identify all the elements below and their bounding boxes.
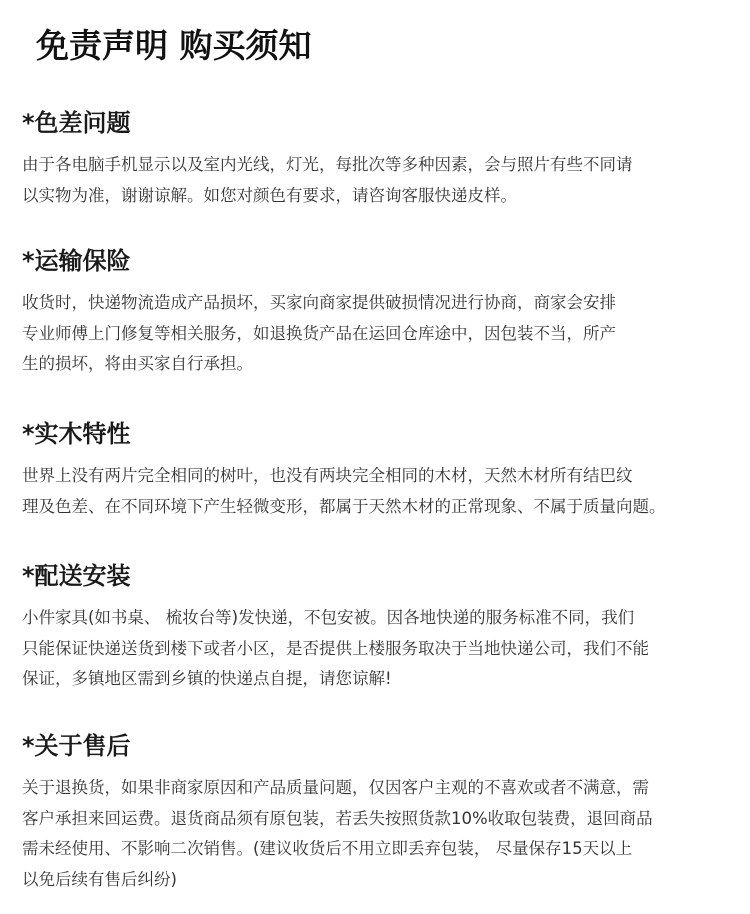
section-color-difference [22, 107, 732, 211]
body-line: 以实物为准，谢谢谅解。如您对颜色有要求，请咨询客服快递皮样。 [22, 185, 517, 205]
body-line: 收货时，快递物流造成产品损坏，买家向商家提供破损情况进行协商，商家会安排 [22, 293, 616, 312]
section-shipping-insurance [22, 245, 732, 380]
section-heading: *配送安装 [22, 562, 131, 590]
section-after-sales [22, 730, 732, 895]
section-body [22, 288, 732, 380]
section-heading: *色差问题 [22, 109, 131, 137]
section-body [22, 603, 732, 695]
body-line: 以免后续有售后纠纷) [22, 869, 177, 889]
body-line: 生的损坏，将由买家自行承担。 [22, 354, 253, 373]
section-body [22, 773, 732, 895]
body-line: 关于退换货，如果非商家原因和产品质量问题，仅因客户主观的不喜欢或者不满意，需 [22, 778, 649, 797]
section-heading: *运输保险 [22, 247, 131, 275]
body-line: 世界上没有两片完全相同的树叶，也没有两块完全相同的木材，天然木材所有结巴纹 [22, 466, 633, 485]
body-line: 客户承担来回运费。退货商品须有原包装，若丢失按照货款10%收取包装费，退回商品 [22, 808, 653, 828]
body-line: 只能保证快递送货到楼下或者小区，是否提供上楼服务取决于当地快递公司，我们不能 [22, 638, 649, 658]
body-line: 保证，多镇地区需到乡镇的快递点自提，请您谅解! [22, 669, 392, 688]
body-line: 需未经使用、不影响二次销售。(建议收货后不用立即丢弃包装， 尽量保存15天以上 [22, 839, 633, 858]
page-title: 免责声明 购买须知 [36, 26, 312, 65]
body-line: 专业师傅上门修复等相关服务，如退换货产品在运回仓库途中，因包装不当，所产 [22, 323, 616, 343]
section-body [22, 461, 732, 522]
section-solid-wood-properties [22, 418, 732, 522]
section-body [22, 150, 732, 211]
section-heading: *实木特性 [22, 420, 131, 448]
body-line: 理及色差、在不同环境下产生轻微变形，都属于天然木材的正常现象、不属于质量向题。 [22, 496, 666, 516]
section-delivery-installation [22, 560, 732, 695]
section-heading: *关于售后 [22, 732, 131, 760]
body-line: 小件家具(如书桌、 梳妆台等)发快递，不包安被。因各地快递的服务标准不同，我们 [22, 608, 635, 627]
body-line: 由于各电脑手机显示以及室内光线，灯光，每批次等多种因素，会与照片有些不同请 [22, 155, 633, 174]
